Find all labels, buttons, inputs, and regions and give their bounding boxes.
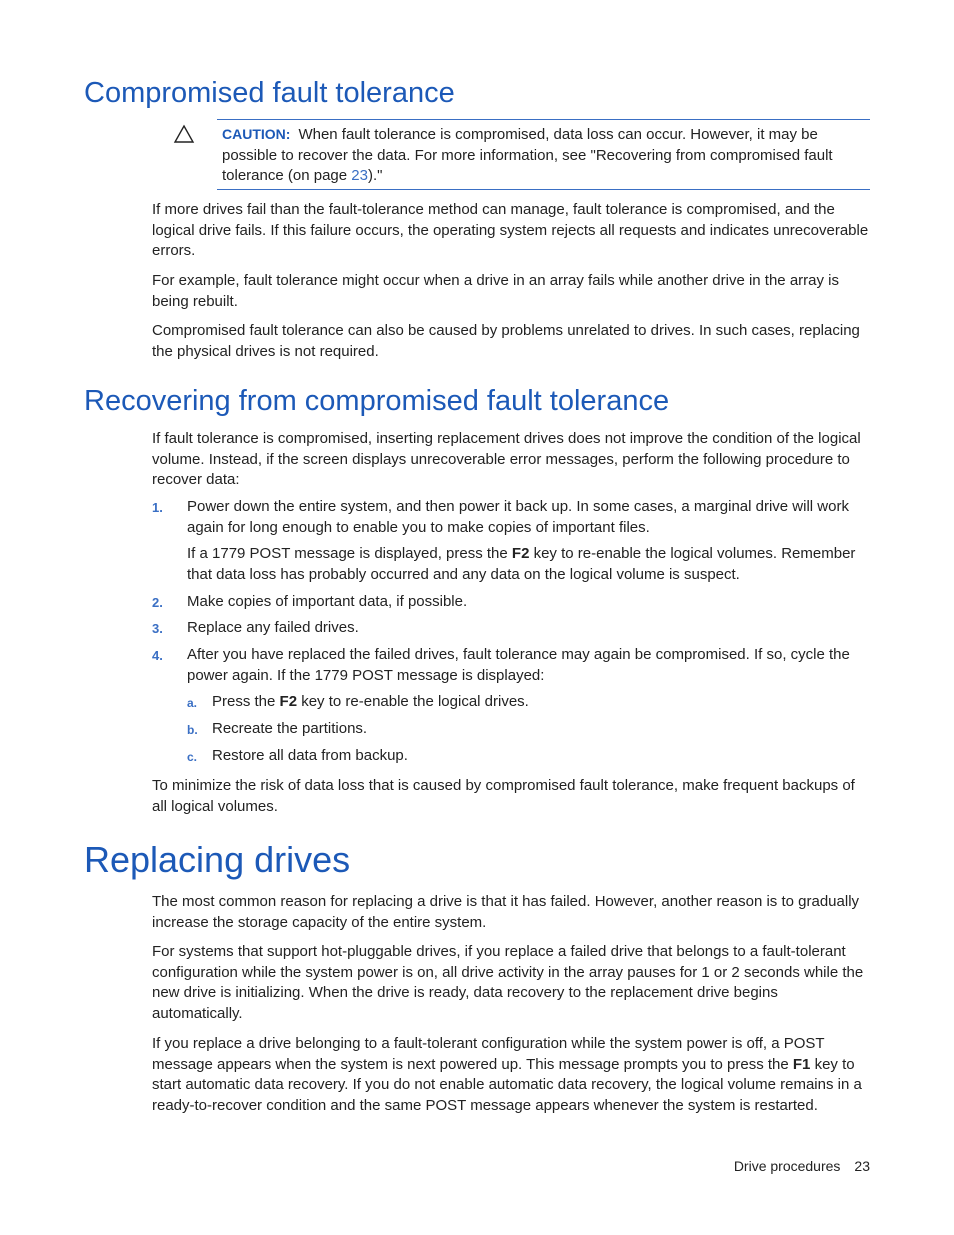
heading-recovering: Recovering from compromised fault tolerance — [84, 385, 670, 417]
step-note: If a 1779 POST message is displayed, press the F2 key to re-enable the logical volumes. Remember that data loss has probably occurred and any data on the logical volume is suspect. — [187, 545, 856, 583]
warning-triangle-icon — [173, 124, 195, 144]
step-number: 4. — [152, 648, 163, 663]
paragraph: Compromised fault tolerance can also be caused by problems unrelated to drives. In such cases, replacing the physical drives is not required. — [152, 322, 860, 360]
step-number: 2. — [152, 595, 163, 610]
step-text: After you have replaced the failed drives, fault tolerance may again be compromised. If so, cycle the power again. If the 1779 POST message is displayed: — [187, 646, 850, 684]
paragraph: The most common reason for replacing a drive is that it has failed. However, another reason is to gradually increase the storage capacity of the entire system. — [152, 893, 860, 931]
step-number: 3. — [152, 621, 163, 636]
caution-text — [222, 124, 850, 187]
caution-label: CAUTION: — [222, 126, 291, 142]
key-f2: F2 — [511, 545, 530, 562]
substep-letter: c. — [187, 750, 198, 764]
heading-replacing-drives: Replacing drives — [84, 839, 351, 880]
heading-compromised-fault-tolerance: Compromised fault tolerance — [84, 77, 455, 109]
caution-body: When fault tolerance is compromised, data loss can occur. However, it may be possible to recover the data. For more information, see "Recovering from compromised fault tolerance (on page — [222, 126, 833, 184]
substep-letter: b. — [187, 723, 198, 737]
paragraph: For systems that support hot-pluggable drives, if you replace a failed drive that belongs to a fault-tolerant configuration while the system power is on, all drive activity in the array pauses for 1 or 2 seconds while the new drive is initializing. When the drive is ready, data recovery to the replacement drive begins automatically. — [152, 943, 864, 1022]
step-text: Make copies of important data, if possible. — [187, 593, 468, 610]
step-number: 1. — [152, 500, 163, 515]
page-link-23[interactable]: 23 — [351, 167, 368, 184]
page-number: 23 — [854, 1158, 870, 1174]
key-f1: F1 — [792, 1055, 811, 1073]
paragraph: If you replace a drive belonging to a fault-tolerant configuration while the system power is off, a POST message appears when the system is next powered up. This message prompts you to press the F1 key to start automatic data recovery. If you do not enable automatic data recovery, the logical volume remains in a ready-to-recover condition and the same POST message appears whenever the system is restarted. — [152, 1035, 862, 1114]
footer-section-title: Drive procedures — [733, 1158, 841, 1174]
paragraph: To minimize the risk of data loss that is caused by compromised fault tolerance, make frequent backups of all logical volumes. — [152, 777, 855, 815]
caution-box — [217, 119, 870, 190]
key-f2: F2 — [279, 693, 298, 710]
page-footer — [734, 1158, 870, 1174]
substep-text: Restore all data from backup. — [212, 747, 408, 764]
caution-body-end: )." — [367, 167, 383, 184]
step-text: Replace any failed drives. — [187, 619, 359, 636]
substep-text: Recreate the partitions. — [212, 720, 368, 737]
substep-text: Press the F2 key to re-enable the logical drives. — [212, 693, 529, 710]
paragraph: For example, fault tolerance might occur when a drive in an array fails while another drive in the array is being rebuilt. — [152, 272, 839, 310]
substep-letter: a. — [187, 696, 198, 710]
paragraph: If more drives fail than the fault-tolerance method can manage, fault tolerance is compromised, and the logical drive fails. If this failure occurs, the operating system rejects all requests and indicates unrecoverable errors. — [152, 201, 869, 259]
step-text: Power down the entire system, and then power it back up. In some cases, a marginal drive will work again for long enough to enable you to make copies of important files. — [187, 498, 849, 536]
paragraph: If fault tolerance is compromised, inserting replacement drives does not improve the condition of the logical volume. Instead, if the screen displays unrecoverable error messages, perform the following procedure to recover data: — [152, 430, 861, 488]
